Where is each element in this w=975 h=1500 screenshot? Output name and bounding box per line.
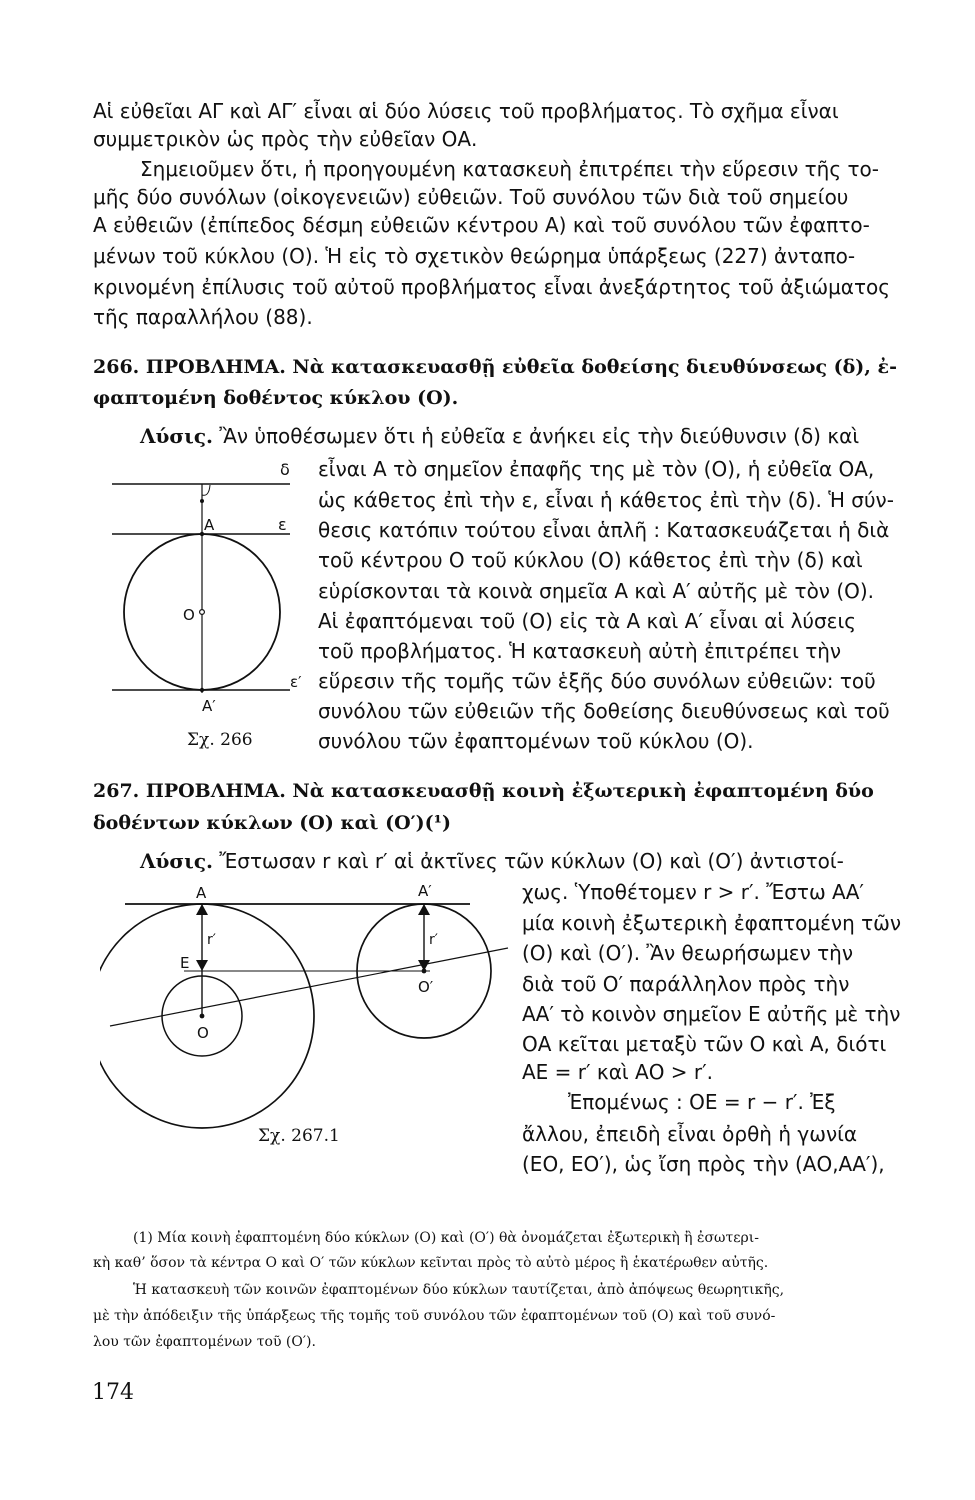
solution-label: Λύσις. [140,849,213,873]
label-O: Ο [197,1024,209,1042]
text-line: συμμετρικὸν ὡς πρὸς τὴν εὐθεῖαν ΟΑ. [93,127,478,151]
text-line: ΑΕ = r′ καὶ ΑΟ > r′. [522,1060,714,1084]
arrow-A-up-right [418,904,430,915]
text-line: Αἱ εὐθεῖαι ΑΓ καὶ ΑΓ′ εἶναι αἱ δύο λύσεις τοῦ προβλήματος. Τὸ σχῆμα εἶναι [93,99,839,123]
text-line: εἶναι Α τὸ σημεῖον ἐπαφῆς της μὲ τὸν (Ο), ἡ εὐθεῖα ΟΑ, [318,457,875,481]
secant-line [110,948,508,1026]
text-line: τοῦ κέντρου Ο τοῦ κύκλου (Ο) κάθετος ἐπὶ τὴν (δ) καὶ [318,548,863,572]
text-line: τοῦ προβλήματος. Ἡ κατασκευὴ αὐτὴ ἐπιτρέπει τὴν [318,639,842,663]
problem-266-heading: 266. ΠΡΟΒΛΗΜΑ. Νὰ κατασκευασθῇ εὐθεῖα δοθείσης διευθύνσεως (δ), ἐ- [93,356,897,378]
text-line: (Ο) καὶ (Ο′). Ἂν θεωρήσωμεν τὴν [522,941,854,965]
problem-266-heading-cont: φαπτομένη δοθέντος κύκλου (Ο). [93,387,459,409]
label-r-prime-left: r′ [207,932,216,948]
label-r-prime-right: r′ [429,932,438,948]
text-line: εὑρίσκονται τὰ κοινὰ σημεῖα Α καὶ Α′ αὐτῆς μὲ τὸν (Ο). [318,579,875,603]
text-line: Αἱ ἐφαπτόμεναι τοῦ (Ο) εἰς τὰ Α καὶ Α′ εἶναι αἱ λύσεις [318,609,856,633]
text-line: μένων τοῦ κύκλου (Ο). Ἡ εἰς τὸ σχετικὸν θεώρημα ὑπάρξεως (227) ἀνταπο- [93,244,856,268]
text-line: εὕρεσιν τῆς τομῆς τῶν ἑξῆς δύο συνόλων εὐθειῶν: τοῦ [318,669,876,693]
arrow-A-up-left [196,904,208,915]
solution-line [140,848,844,874]
figure-266 [100,455,310,715]
label-A: Α [196,884,207,902]
text-line: Σημειοῦμεν ὅτι, ἡ προηγουμένη κατασκευὴ ἐπιτρέπει τὴν εὕρεσιν τῆς το- [140,157,879,181]
label-epsilon: ε [278,515,287,534]
text-line: χως. Ὑποθέτομεν r > r′. Ἔστω ΑΑ′ [522,880,864,904]
text-line: μία κοινὴ ἐξωτερικὴ ἐφαπτομένη τῶν [522,911,902,935]
text-line: τῆς παραλλήλου (88). [93,305,313,329]
solution-text: Ἂν ὑποθέσωμεν ὅτι ἡ εὐθεῖα ε ἀνήκει εἰς τὴν διεύθυνσιν (δ) καὶ [219,424,860,448]
footnote-line: Ἡ κατασκευὴ τῶν κοινῶν ἐφαπτομένων δύο κύκλων ταυτίζεται, ἀπὸ ἀπόψεως θεωρητικῆς, [133,1282,785,1298]
text-line: συνόλου τῶν ἐφαπτομένων τοῦ κύκλου (Ο). [318,729,754,753]
point-marker [200,499,204,503]
label-A-prime: Α′ [418,882,432,900]
text-line: κρινομένη ἐπίλυσις τοῦ αὐτοῦ προβλήματος εἶναι ἀνεξάρτητος τοῦ ἀξιώματος [93,275,890,299]
label-E: Ε [180,954,190,972]
footnote-line: (1) Μία κοινὴ ἐφαπτομένη δύο κύκλων (Ο) καὶ (Ο′) θὰ ὀνομάζεται ἐξωτερικὴ ἢ ἐσωτερι- [133,1230,759,1246]
right-angle-mark [202,485,210,495]
text-line: συνόλου τῶν εὐθειῶν τῆς δοθείσης διευθύνσεως καὶ τοῦ [318,699,890,723]
point-O-prime-marker [422,969,427,974]
footnote-line: κὴ καθ’ ὅσον τὰ κέντρα Ο καὶ Ο′ τῶν κύκλων κεῖνται πρὸς τὸ αὐτὸ μέρος ἢ ἑκατέρωθεν αὐτῆς. [93,1255,769,1271]
text-line: ὡς κάθετος ἐπὶ τὴν ε, εἶναι ἡ κάθετος ἐπὶ τὴν (δ). Ἡ σύν- [318,488,894,512]
label-delta: δ [280,460,290,479]
figure-267-1 [100,876,520,1136]
text-line: ΟΑ κεῖται μεταξὺ τῶν Ο καὶ Α, διότι [522,1032,887,1056]
text-line: θεσις κατόπιν τούτου εἶναι ἁπλῆ : Κατασκευάζεται ἡ διὰ [318,518,890,542]
footnote-line: λου τῶν ἐφαπτομένων τοῦ (Ο′). [93,1334,316,1350]
footnote-line: μὲ τὴν ἀπόδειξιν τῆς ὑπάρξεως τῆς τομῆς τοῦ συνόλου τῶν ἐφαπτομένων τοῦ (Ο) καὶ τοῦ συνό- [93,1308,776,1324]
text-line: Ἐπομένως : ΟΕ = r − r′. Ἐξ [568,1090,836,1114]
label-A: Α [204,516,215,534]
point-O-marker [200,1014,205,1019]
label-A-prime: Α′ [202,697,216,715]
solution-text: Ἔστωσαν r καὶ r′ αἱ ἀκτῖνες τῶν κύκλων (Ο) καὶ (Ο′) ἀντιστοί- [219,849,844,873]
arrow-E-down-left [196,960,208,971]
problem-267-heading-cont: δοθέντων κύκλων (Ο) καὶ (Ο′)(¹) [93,812,451,834]
figure-266-caption: Σχ. 266 [187,730,253,750]
page-number: 174 [92,1380,134,1405]
text-line: ἄλλου, ἐπειδὴ εἶναι ὀρθὴ ἡ γωνία [522,1122,858,1146]
figure-267-caption: Σχ. 267.1 [258,1126,340,1146]
text-line: διὰ τοῦ Ο′ παράλληλον πρὸς τὴν [522,972,850,996]
solution-label: Λύσις. [140,424,213,448]
text-line: (ΕΟ, ΕΟ′), ὡς ἴση πρὸς τὴν (ΑΟ,ΑΑ′), [522,1152,885,1176]
problem-267-heading: 267. ΠΡΟΒΛΗΜΑ. Νὰ κατασκευασθῇ κοινὴ ἐξωτερικὴ ἐφαπτομένη δύο [93,780,874,802]
point-A-prime-marker [200,688,204,692]
text-line: μῆς δύο συνόλων (οἰκογενειῶν) εὐθειῶν. Τοῦ συνόλου τῶν διὰ τοῦ σημείου [93,185,849,209]
solution-line [140,423,859,449]
text-line: Α εὐθειῶν (ἐπίπεδος δέσμη εὐθειῶν κέντρου Α) καὶ τοῦ συνόλου τῶν ἐφαπτο- [93,213,870,237]
text-line: ΑΑ′ τὸ κοινὸν σημεῖον Ε αὐτῆς μὲ τὴν [522,1002,901,1026]
label-epsilon-prime: ε′ [290,673,302,691]
label-O: Ο [183,606,195,624]
point-O-marker [200,610,205,615]
label-O-prime: Ο′ [418,978,434,996]
